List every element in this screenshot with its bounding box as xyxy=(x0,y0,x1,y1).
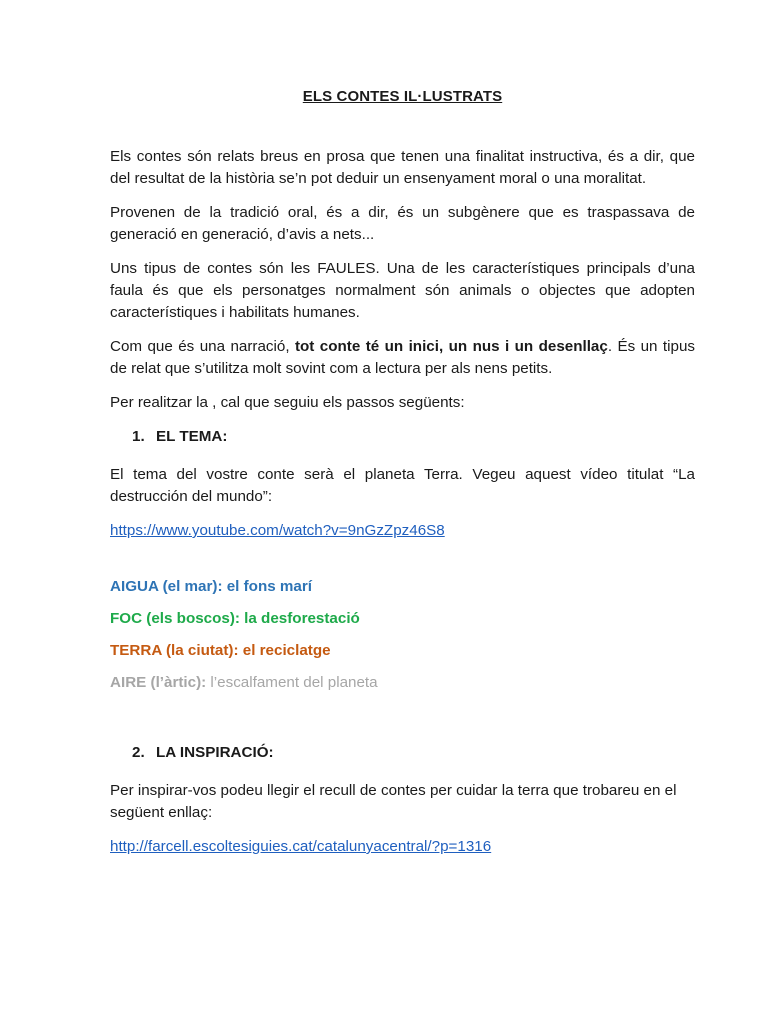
section-title: LA INSPIRACIÓ: xyxy=(156,744,274,761)
document-page xyxy=(110,86,695,870)
section-inspiracio-text: Per inspirar-vos podeu llegir el recull de contes per cuidar la terra que trobareu en el següent enllaç: xyxy=(110,782,677,821)
paragraph-fables: Uns tipus de contes són les FAULES. Una de les característiques principals d’una faula és que els personatges normalment són animals o objectes que adopten característiques i habilitats humanes. xyxy=(110,260,695,321)
theme-aire xyxy=(110,672,695,694)
section-tema-link-line xyxy=(110,520,695,542)
theme-aigua: AIGUA (el mar): el fons marí xyxy=(110,578,312,595)
theme-aire-label: AIRE (l’àrtic): xyxy=(110,674,211,691)
paragraph-structure xyxy=(110,336,695,380)
youtube-link[interactable]: https://www.youtube.com/watch?v=9nGzZpz46S8 xyxy=(110,522,445,539)
section-heading-tema xyxy=(132,426,695,448)
spacer xyxy=(110,704,695,742)
paragraph-steps-intro: Per realitzar la , cal que seguiu els passos següents: xyxy=(110,394,465,411)
section-number: 2. xyxy=(132,744,145,761)
structure-text-before: Com que és una narració, xyxy=(110,338,295,355)
paragraph-origin: Provenen de la tradició oral, és a dir, és un subgènere que es traspassava de generació en generació, d’avis a nets... xyxy=(110,204,695,243)
structure-text-bold: tot conte té un inici, un nus i un desenllaç xyxy=(294,338,608,355)
farcell-link[interactable]: http://farcell.escoltesiguies.cat/catalunyacentral/?p=1316 xyxy=(110,838,492,855)
paragraph-definition: Els contes són relats breus en prosa que tenen una finalitat instructiva, és a dir, que del resultat de la història se’n pot deduir un ensenyament moral o una moralitat. xyxy=(110,148,695,187)
theme-foc: FOC (els boscos): la desforestació xyxy=(110,610,360,627)
section-tema-text: El tema del vostre conte serà el planeta Terra. Vegeu aquest vídeo titulat “La destrucción del mundo”: xyxy=(110,466,695,505)
section-heading-inspiracio xyxy=(132,742,695,764)
theme-terra: TERRA (la ciutat): el reciclatge xyxy=(110,642,331,659)
theme-aire-text: l’escalfament del planeta xyxy=(210,674,378,691)
document-title: ELS CONTES IL·LUSTRATS xyxy=(302,88,503,105)
structure-text-after: . És un tipus de relat que s’utilitza molt sovint com a lectura per als nens petits. xyxy=(110,338,695,377)
section-title: EL TEMA: xyxy=(156,428,228,445)
spacer xyxy=(110,554,695,576)
section-number: 1. xyxy=(132,428,145,445)
section-inspiracio-link-line xyxy=(110,836,695,858)
